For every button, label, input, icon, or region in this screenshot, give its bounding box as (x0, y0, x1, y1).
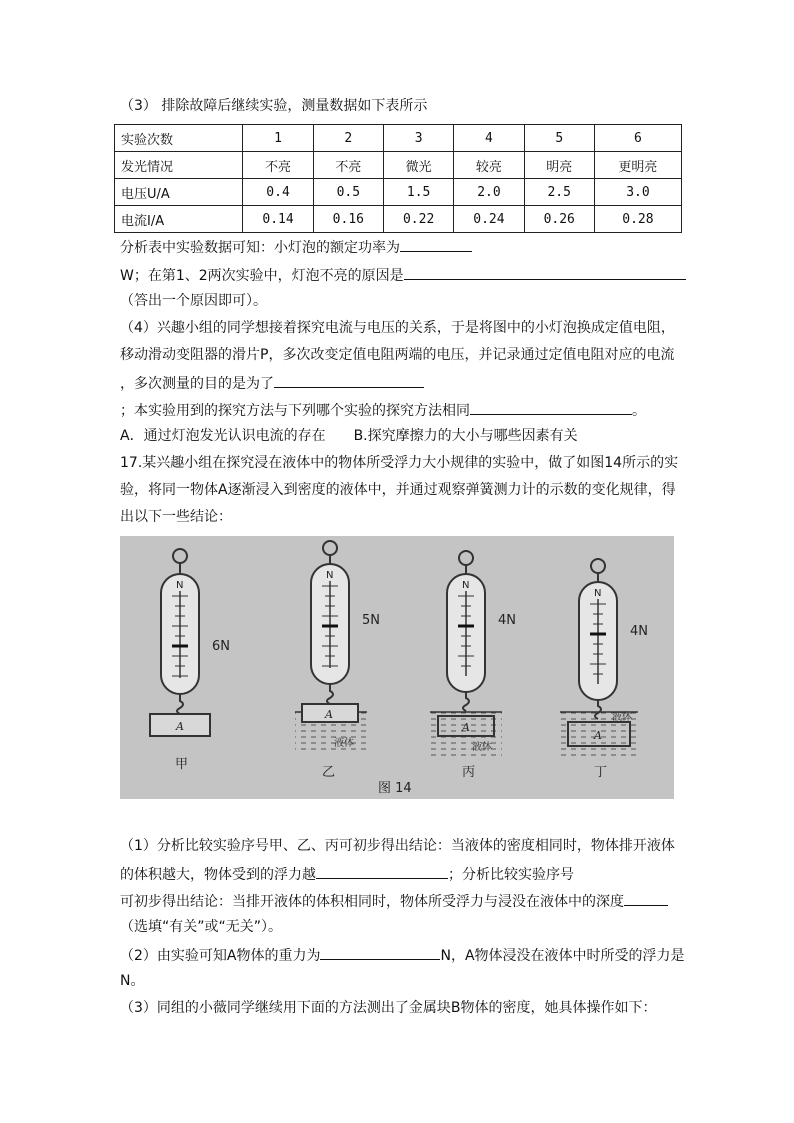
panel-yi (295, 541, 380, 780)
liquid-label: 液体 (612, 712, 632, 723)
answer-blank[interactable] (400, 236, 472, 252)
table-row (115, 206, 682, 233)
reading-label: 4N (630, 624, 648, 639)
table-cell: 2.5 (524, 179, 594, 206)
q17-p1-line2: 的体积越大，物体受到的浮力越 ；分析比较实验序号 (120, 863, 574, 885)
table-row-label: 电压U/A (115, 179, 243, 206)
unit-label: N (326, 570, 334, 581)
table-cell: 不亮 (313, 152, 383, 179)
part4-line4: ；本实验用到的探究方法与下列哪个实验的探究方法相同 。 (120, 399, 646, 421)
answer-blank[interactable] (624, 890, 668, 906)
table-cell: 0.16 (313, 206, 383, 233)
unit-label: N (594, 588, 602, 599)
q17-p2-line1: （2）由实验可知A物体的重力为 N，A物体浸没在液体中时所受的浮力是 (120, 944, 685, 966)
panel-name: 丙 (462, 765, 476, 780)
part4-line1: （4）兴趣小组的同学想接着探究电流与电压的关系，于是将图中的小灯泡换成定值电阻， (120, 320, 675, 336)
answer-blank[interactable] (320, 944, 440, 960)
panel-name: 乙 (322, 765, 336, 780)
hook-ring (459, 551, 473, 565)
hook-ring (323, 541, 337, 555)
table-cell: 3.0 (594, 179, 681, 206)
analysis-line: 分析表中实验数据可知：小灯泡的额定功率为 (120, 236, 472, 258)
table-cell: 微光 (383, 152, 453, 179)
table-cell: 1.5 (383, 179, 453, 206)
w-line: W；在第1、2两次实验中，灯泡不亮的原因是 (120, 264, 686, 286)
q17-p1-line1: （1）分析比较实验序号甲、乙、丙可初步得出结论：当液体的密度相同时，物体排开液体 (120, 838, 675, 854)
table-cell: 2.0 (454, 179, 524, 206)
figure-14-drawing (120, 536, 674, 799)
panel-ding (560, 559, 648, 780)
answer-blank[interactable] (316, 863, 448, 879)
unit-label: N (176, 580, 184, 591)
hook-ring (173, 549, 187, 563)
panel-bing (430, 551, 516, 780)
table-cell: 0.5 (313, 179, 383, 206)
q17-intro-line1: 17.某兴趣小组在探究浸在液体中的物体所受浮力大小规律的实验中，做了如图14所示的实 (120, 455, 679, 471)
table-cell: 不亮 (243, 152, 313, 179)
q17-p2-line2: N。 (120, 973, 145, 989)
q16-part3-heading: （3） 排除故障后继续实验，测量数据如下表所示 (120, 98, 428, 114)
table-row-label: 实验次数 (115, 125, 243, 152)
part4-line3: ，多次测量的目的是为了 (120, 372, 424, 394)
panel-jia (150, 549, 230, 772)
table-cell: 5 (524, 125, 594, 152)
table-cell: 6 (594, 125, 681, 152)
table-cell: 0.4 (243, 179, 313, 206)
q17-p1-line3: 可初步得出结论：当排开液体的体积相同时，物体所受浮力与浸没在液体中的深度 (120, 890, 668, 912)
figure-14 (120, 536, 674, 799)
table-cell: 明亮 (524, 152, 594, 179)
table-cell: 2 (313, 125, 383, 152)
panel-name: 甲 (175, 757, 189, 772)
q17-intro-line2: 验，将同一物体A逐渐浸入到密度的液体中，并通过观察弹簧测力计的示数的变化规律，得 (120, 482, 676, 498)
answer-blank[interactable] (404, 264, 686, 280)
table-cell: 1 (243, 125, 313, 152)
table-cell: 较亮 (454, 152, 524, 179)
reading-label: 5N (362, 613, 380, 628)
table-cell: 0.14 (243, 206, 313, 233)
answer-blank[interactable] (274, 372, 424, 388)
liquid-label: 液体 (472, 742, 492, 753)
hook-ring (591, 559, 605, 573)
table-row-label: 电流I/A (115, 206, 243, 233)
table-cell: 3 (383, 125, 453, 152)
option-a: A．通过灯泡发光认识电流的存在 (120, 428, 326, 444)
table-cell: 4 (454, 125, 524, 152)
q17-p3-line1: （3）同组的小薇同学继续用下面的方法测出了金属块B物体的密度，她具体操作如下： (120, 1000, 657, 1016)
reading-label: 6N (212, 639, 230, 654)
reading-label: 4N (498, 613, 516, 628)
table-cell: 更明亮 (594, 152, 681, 179)
q17-p1-line4: （选填“有关”或“无关”）。 (120, 919, 283, 935)
q17-intro-line3: 出以下一些结论： (120, 509, 232, 525)
object-label: A (594, 729, 602, 742)
unit-label: N (462, 580, 470, 591)
table-cell: 0.28 (594, 206, 681, 233)
option-b: B.探究摩擦力的大小与哪些因素有关 (353, 428, 578, 444)
measurement-table (114, 124, 682, 233)
part4-options (120, 426, 578, 446)
table-cell: 0.22 (383, 206, 453, 233)
answer-blank[interactable] (470, 399, 632, 415)
table-cell: 0.26 (524, 206, 594, 233)
part4-line2: 移动滑动变阻器的滑片P，多次改变定值电阻两端的电压，并记录通过定值电阻对应的电流 (120, 347, 675, 363)
object-label: A (325, 708, 333, 721)
table-row (115, 125, 682, 152)
liquid-label: 液体 (334, 738, 354, 749)
object-label: A (176, 720, 184, 733)
table-row (115, 179, 682, 206)
table-row-label: 发光情况 (115, 152, 243, 179)
figure-caption: 图 14 (378, 781, 412, 796)
object-label: A (462, 721, 470, 734)
note-line: （答出一个原因即可）。 (120, 293, 267, 309)
table-row (115, 152, 682, 179)
table-cell: 0.24 (454, 206, 524, 233)
panel-name: 丁 (594, 765, 608, 780)
